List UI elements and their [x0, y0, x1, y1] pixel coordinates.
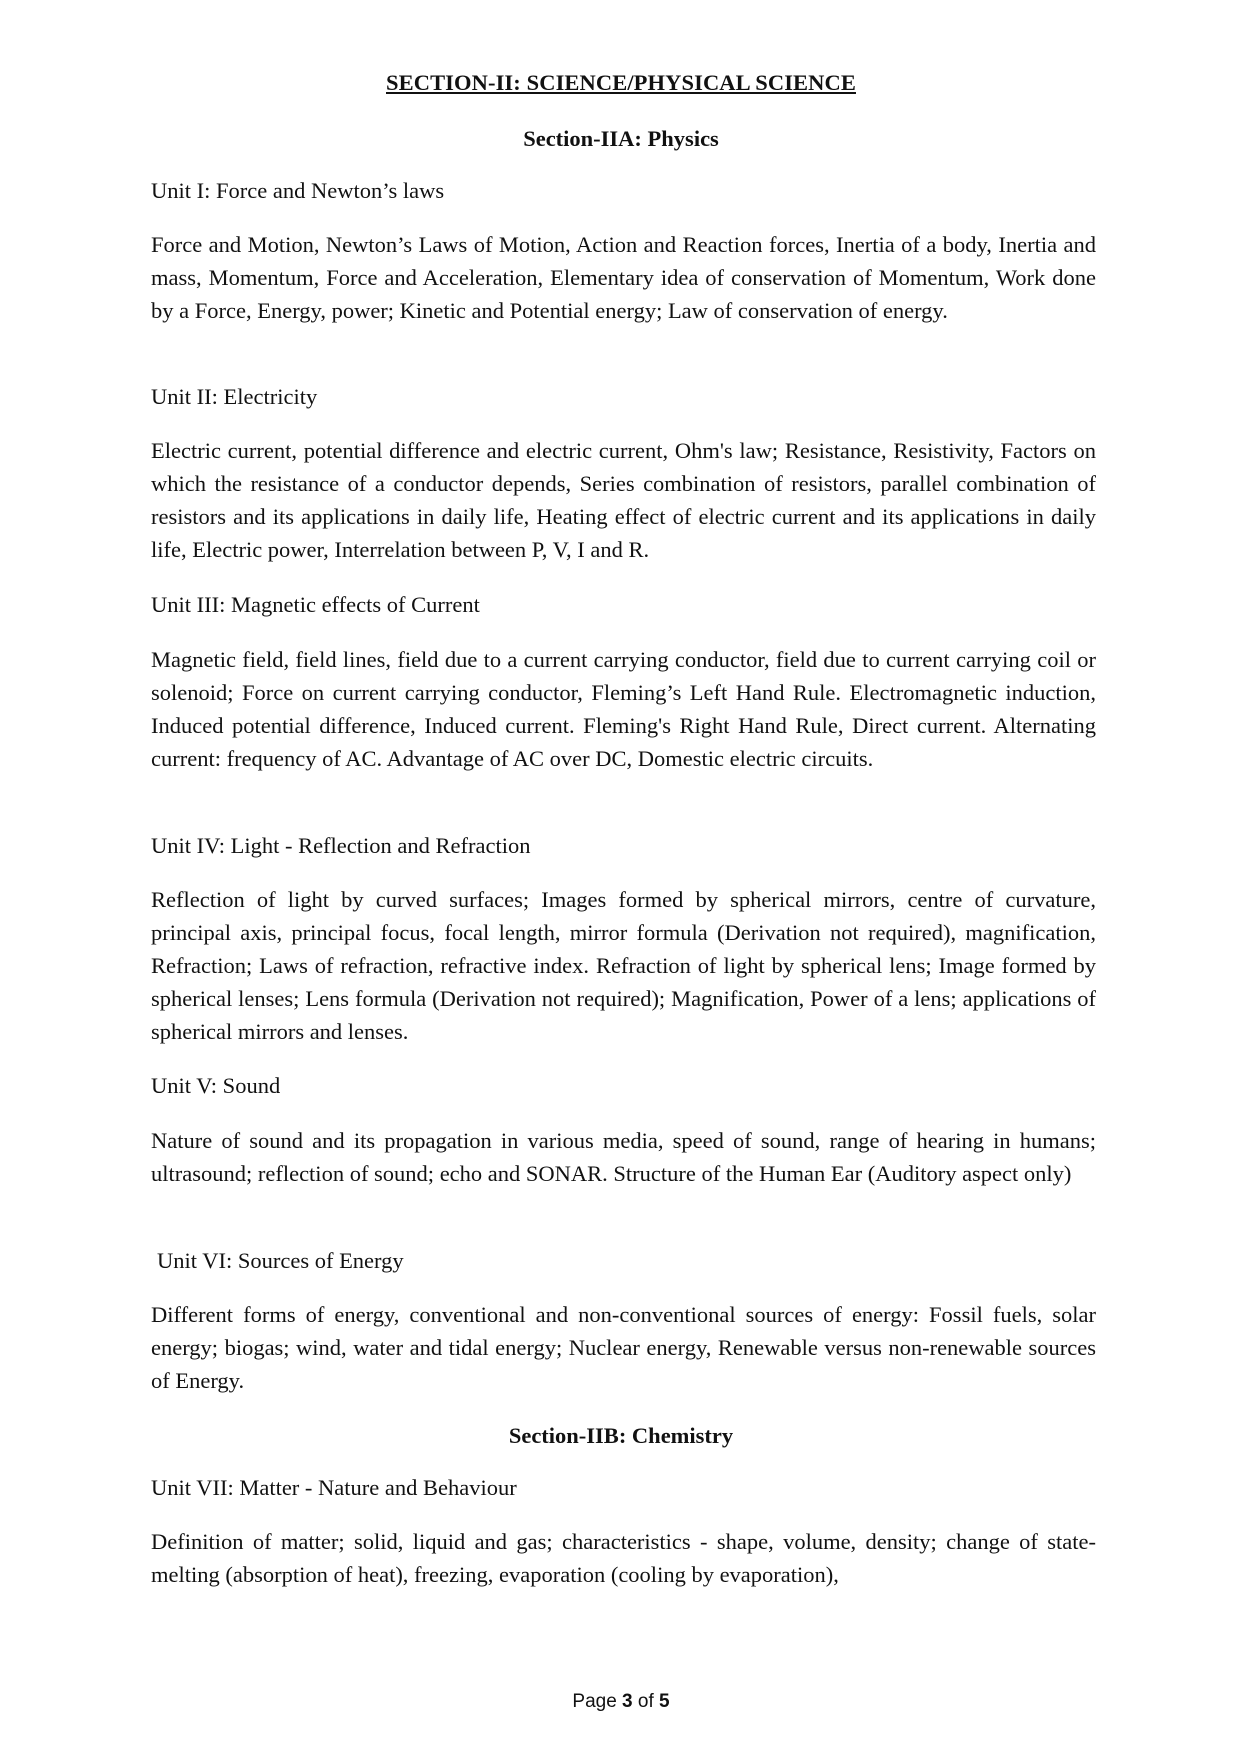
- unit-6-heading: Unit VI: Sources of Energy: [157, 1248, 404, 1273]
- footer-current-page: 3: [622, 1691, 633, 1712]
- unit-5-body: Nature of sound and its propagation in various media, speed of sound, range of hearing in humans; ultrasound; reflection of sound; echo and SONAR. Structure of the Human Ear (Auditory aspect only): [151, 1128, 1096, 1186]
- unit-2-heading: Unit II: Electricity: [151, 384, 318, 409]
- footer-middle: of: [632, 1691, 660, 1712]
- unit-7-body: Definition of matter; solid, liquid and gas; characteristics - shape, volume, density; change of state-melting (absorption of heat), freezing, evaporation (cooling by evaporation),: [151, 1529, 1096, 1587]
- page-footer: [0, 1691, 1242, 1713]
- unit-2-body: Electric current, potential difference and electric current, Ohm's law; Resistance, Resistivity, Factors on which the resistance of a conductor depends, Series combination of resistors, parallel combination of resistors and its applications in daily life, Heating effect of electric current and its applications in daily life, Electric power, Interrelation between P, V, I and R.: [151, 438, 1096, 562]
- unit-4-body: Reflection of light by curved surfaces; Images formed by spherical mirrors, centre of curvature, principal axis, principal focus, focal length, mirror formula (Derivation not required), magnification, Refraction; Laws of refraction, refractive index. Refraction of light by spherical lens; Image formed by spherical lenses; Lens formula (Derivation not required); Magnification, Power of a lens; applications of spherical mirrors and lenses.: [151, 887, 1096, 1044]
- unit-1-body: Force and Motion, Newton’s Laws of Motion, Action and Reaction forces, Inertia of a body, Inertia and mass, Momentum, Force and Acceleration, Elementary idea of conservation of Momentum, Work done by a Force, Energy, power; Kinetic and Potential energy; Law of conservation of energy.: [151, 232, 1096, 323]
- unit-7-heading: Unit VII: Matter - Nature and Behaviour: [151, 1475, 517, 1500]
- footer-total-pages: 5: [659, 1691, 670, 1712]
- unit-1-heading: Unit I: Force and Newton’s laws: [151, 178, 445, 203]
- unit-3-heading: Unit III: Magnetic effects of Current: [151, 592, 480, 617]
- physics-subtitle: Section-IIA: Physics: [523, 126, 719, 151]
- unit-4-heading: Unit IV: Light - Reflection and Refraction: [151, 833, 531, 858]
- footer-prefix: Page: [572, 1691, 623, 1712]
- chemistry-subtitle: Section-IIB: Chemistry: [508, 1423, 734, 1448]
- unit-3-body: Magnetic field, field lines, field due to a current carrying conductor, field due to current carrying coil or solenoid; Force on current carrying conductor, Fleming’s Left Hand Rule. Electromagnetic induction, Induced potential difference, Induced current. Fleming's Right Hand Rule, Direct current. Alternating current: frequency of AC. Advantage of AC over DC, Domestic electric circuits.: [151, 647, 1096, 771]
- unit-5-heading: Unit V: Sound: [151, 1073, 281, 1098]
- section-title: SECTION-II: SCIENCE/PHYSICAL SCIENCE: [386, 70, 856, 95]
- unit-6-body: Different forms of energy, conventional and non-conventional sources of energy: Fossil fuels, solar energy; biogas; wind, water and tidal energy; Nuclear energy, Renewable versus non-renewable sources of Energy.: [151, 1302, 1096, 1393]
